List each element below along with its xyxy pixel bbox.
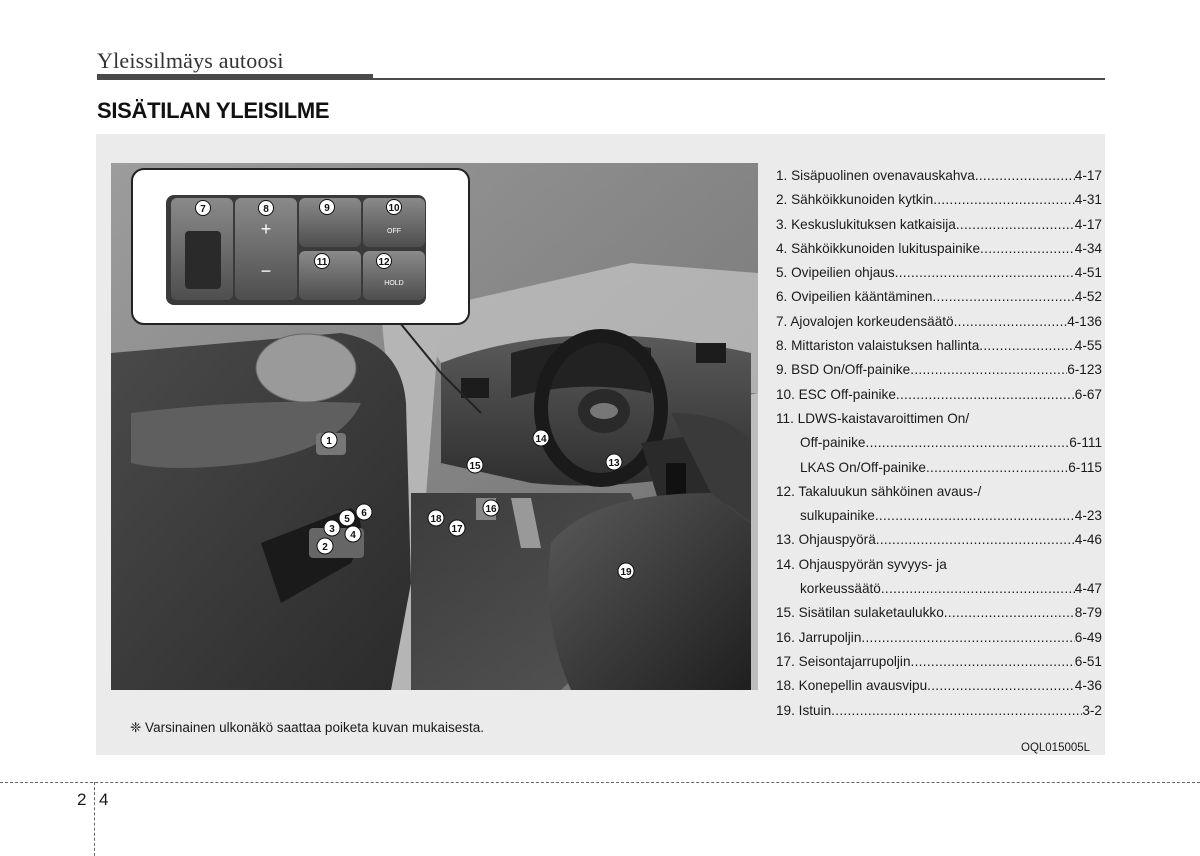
- legend-item-leader: [861, 626, 1074, 650]
- callout-13: [606, 454, 622, 470]
- legend-item-label: 4. Sähköikkunoiden lukituspainike: [776, 240, 981, 256]
- legend-item-leader: [911, 650, 1075, 674]
- legend-item-leader: [926, 456, 1068, 480]
- legend-item: [776, 626, 1102, 650]
- callout-16: [483, 500, 499, 516]
- legend-item: [776, 310, 1102, 334]
- svg-text:5: 5: [344, 514, 350, 525]
- callout-12: [377, 254, 392, 269]
- legend-item-page-ref: 6-123: [1067, 362, 1102, 378]
- legend-item-page-ref: 4-52: [1074, 289, 1102, 305]
- legend-item-label: 18. Konepellin avausvipu: [776, 678, 928, 694]
- dimmer-minus-label: −: [260, 261, 272, 281]
- svg-text:1: 1: [326, 436, 332, 447]
- callout-4: [345, 526, 361, 542]
- callout-3: [324, 520, 340, 536]
- legend-item-label: LKAS On/Off-painike: [800, 459, 926, 475]
- legend-item-leader: [831, 699, 1082, 723]
- legend-item-label: 9. BSD On/Off-painike: [776, 362, 911, 378]
- legend-item: [776, 237, 1102, 261]
- svg-text:15: 15: [469, 461, 481, 472]
- legend-item-leader: [866, 431, 1070, 455]
- legend-item-leader: [954, 310, 1068, 334]
- dimmer-plus-label: +: [260, 219, 272, 239]
- legend-item: [776, 601, 1102, 625]
- legend-item-leader: [975, 164, 1075, 188]
- legend-item-leader: [979, 334, 1075, 358]
- legend-item-page-ref: 4-47: [1074, 581, 1102, 597]
- legend-item-label: Off-painike: [800, 435, 866, 451]
- callout-7: [196, 201, 211, 216]
- legend-item: [776, 650, 1102, 674]
- svg-text:8: 8: [263, 204, 269, 215]
- svg-text:17: 17: [451, 524, 463, 535]
- svg-text:4: 4: [350, 530, 356, 541]
- legend-item: [776, 164, 1102, 188]
- legend-item-page-ref: 4-55: [1074, 338, 1102, 354]
- legend-item-leader: [875, 504, 1075, 528]
- legend-item-label: 5. Ovipeilien ohjaus: [776, 265, 895, 281]
- legend-item-label: 10. ESC Off-painike: [776, 386, 896, 402]
- component-legend: [776, 164, 1102, 723]
- svg-text:9: 9: [324, 203, 330, 214]
- legend-item-label: 8. Mittariston valaistuksen hallinta: [776, 338, 980, 354]
- svg-text:11: 11: [316, 257, 328, 268]
- hold-label: HOLD: [384, 280, 404, 287]
- callout-15: [467, 457, 483, 473]
- legend-item: [776, 383, 1102, 407]
- callout-8: [259, 201, 274, 216]
- legend-item-label: 2. Sähköikkunoiden kytkin: [776, 192, 934, 208]
- legend-item-page-ref: 4-36: [1074, 678, 1102, 694]
- legend-item: [776, 504, 1102, 528]
- callout-19: [618, 563, 634, 579]
- svg-text:18: 18: [430, 514, 442, 525]
- legend-item: [776, 431, 1102, 455]
- legend-item-page-ref: 4-23: [1074, 508, 1102, 524]
- legend-item-leader: [895, 261, 1075, 285]
- legend-item: [776, 577, 1102, 601]
- interior-illustration: [111, 163, 758, 690]
- legend-item-label: 19. Istuin: [776, 702, 832, 718]
- image-code: OQL015005L: [1021, 742, 1091, 754]
- legend-item-label: 6. Ovipeilien kääntäminen: [776, 289, 933, 305]
- legend-item-page-ref: 4-31: [1074, 192, 1102, 208]
- legend-item: [776, 553, 1102, 577]
- legend-item-label: 15. Sisätilan sulaketaulukko: [776, 605, 944, 621]
- legend-item: [776, 213, 1102, 237]
- legend-item-leader: [956, 213, 1075, 237]
- legend-item: [776, 699, 1102, 723]
- legend-item: [776, 285, 1102, 309]
- legend-item-leader: [932, 285, 1074, 309]
- callout-6: [356, 504, 372, 520]
- svg-text:3: 3: [329, 524, 335, 535]
- legend-item-page-ref: 6-67: [1074, 386, 1102, 402]
- svg-text:10: 10: [388, 203, 400, 214]
- legend-item-page-ref: 4-136: [1067, 313, 1102, 329]
- legend-item-page-ref: 6-111: [1069, 435, 1102, 451]
- legend-item-label: sulkupainike: [800, 508, 875, 524]
- legend-item: [776, 480, 1102, 504]
- svg-text:13: 13: [608, 458, 620, 469]
- svg-text:12: 12: [378, 257, 390, 268]
- callout-1: [321, 432, 337, 448]
- footnote: ❈ Varsinainen ulkonäkö saattaa poiketa kuvan mukaisesta.: [130, 720, 485, 735]
- svg-text:19: 19: [620, 567, 632, 578]
- page-header-title: Yleissilmäys autoosi: [97, 48, 284, 73]
- svg-text:16: 16: [485, 504, 497, 515]
- svg-text:2: 2: [322, 542, 328, 553]
- page-vertical-dashed-rule: [94, 782, 95, 856]
- legend-item-page-ref: 4-17: [1074, 216, 1102, 232]
- legend-item-leader: [980, 237, 1075, 261]
- callout-2: [317, 538, 333, 554]
- legend-item: [776, 456, 1102, 480]
- section-title: SISÄTILAN YLEISILME: [97, 98, 330, 123]
- chapter-number: 2: [77, 790, 87, 809]
- svg-text:14: 14: [535, 434, 547, 445]
- legend-item: [776, 261, 1102, 285]
- header-accent-bar: [97, 74, 373, 80]
- svg-text:6: 6: [361, 508, 367, 519]
- legend-item-page-ref: 4-51: [1074, 265, 1102, 281]
- legend-item-page-ref: 6-49: [1074, 629, 1102, 645]
- legend-item: [776, 188, 1102, 212]
- legend-item-label: 11. LDWS-kaistavaroittimen On/: [776, 410, 970, 426]
- legend-item-leader: [933, 188, 1075, 212]
- legend-item-label: 12. Takaluukun sähköinen avaus-/: [776, 483, 982, 499]
- legend-item: [776, 528, 1102, 552]
- legend-item-page-ref: 4-34: [1074, 240, 1102, 256]
- header-rule: [373, 78, 1105, 80]
- callout-11: [315, 254, 330, 269]
- callout-17: [449, 520, 465, 536]
- legend-item-page-ref: 4-17: [1074, 168, 1102, 183]
- legend-item-label: 17. Seisontajarrupoljin: [776, 653, 911, 669]
- legend-item-leader: [876, 528, 1075, 552]
- callout-18: [428, 510, 444, 526]
- legend-item-page-ref: 6-115: [1068, 459, 1102, 475]
- legend-item-label: 14. Ohjauspyörän syvyys- ja: [776, 556, 947, 572]
- legend-item: [776, 674, 1102, 698]
- svg-text:7: 7: [200, 204, 206, 215]
- legend-item: [776, 407, 1102, 431]
- legend-item-leader: [910, 358, 1067, 382]
- esc-off-label: OFF: [387, 228, 401, 235]
- legend-item: [776, 358, 1102, 382]
- callout-10: [387, 200, 402, 215]
- legend-item-label: 7. Ajovalojen korkeudensäätö: [776, 313, 954, 329]
- page-bottom-dashed-rule: [0, 782, 1200, 783]
- legend-item-leader: [881, 577, 1075, 601]
- legend-item-label: korkeussäätö: [800, 581, 881, 597]
- page-number: 4: [99, 790, 109, 809]
- callout-14: [533, 430, 549, 446]
- legend-item-label: 1. Sisäpuolinen ovenavauskahva: [776, 168, 975, 183]
- legend-item-label: 16. Jarrupoljin: [776, 629, 862, 645]
- callout-5: [339, 510, 355, 526]
- legend-item: [776, 334, 1102, 358]
- legend-item-leader: [944, 601, 1075, 625]
- callout-9: [320, 200, 335, 215]
- legend-item-page-ref: 4-46: [1074, 532, 1102, 548]
- legend-item-page-ref: 8-79: [1074, 605, 1102, 621]
- legend-item-leader: [896, 383, 1075, 407]
- legend-item-page-ref: 3-2: [1082, 702, 1102, 718]
- legend-item-label: 3. Keskuslukituksen katkaisija: [776, 216, 956, 232]
- legend-item-leader: [927, 674, 1075, 698]
- legend-item-page-ref: 6-51: [1074, 653, 1102, 669]
- legend-item-label: 13. Ohjauspyörä: [776, 532, 876, 548]
